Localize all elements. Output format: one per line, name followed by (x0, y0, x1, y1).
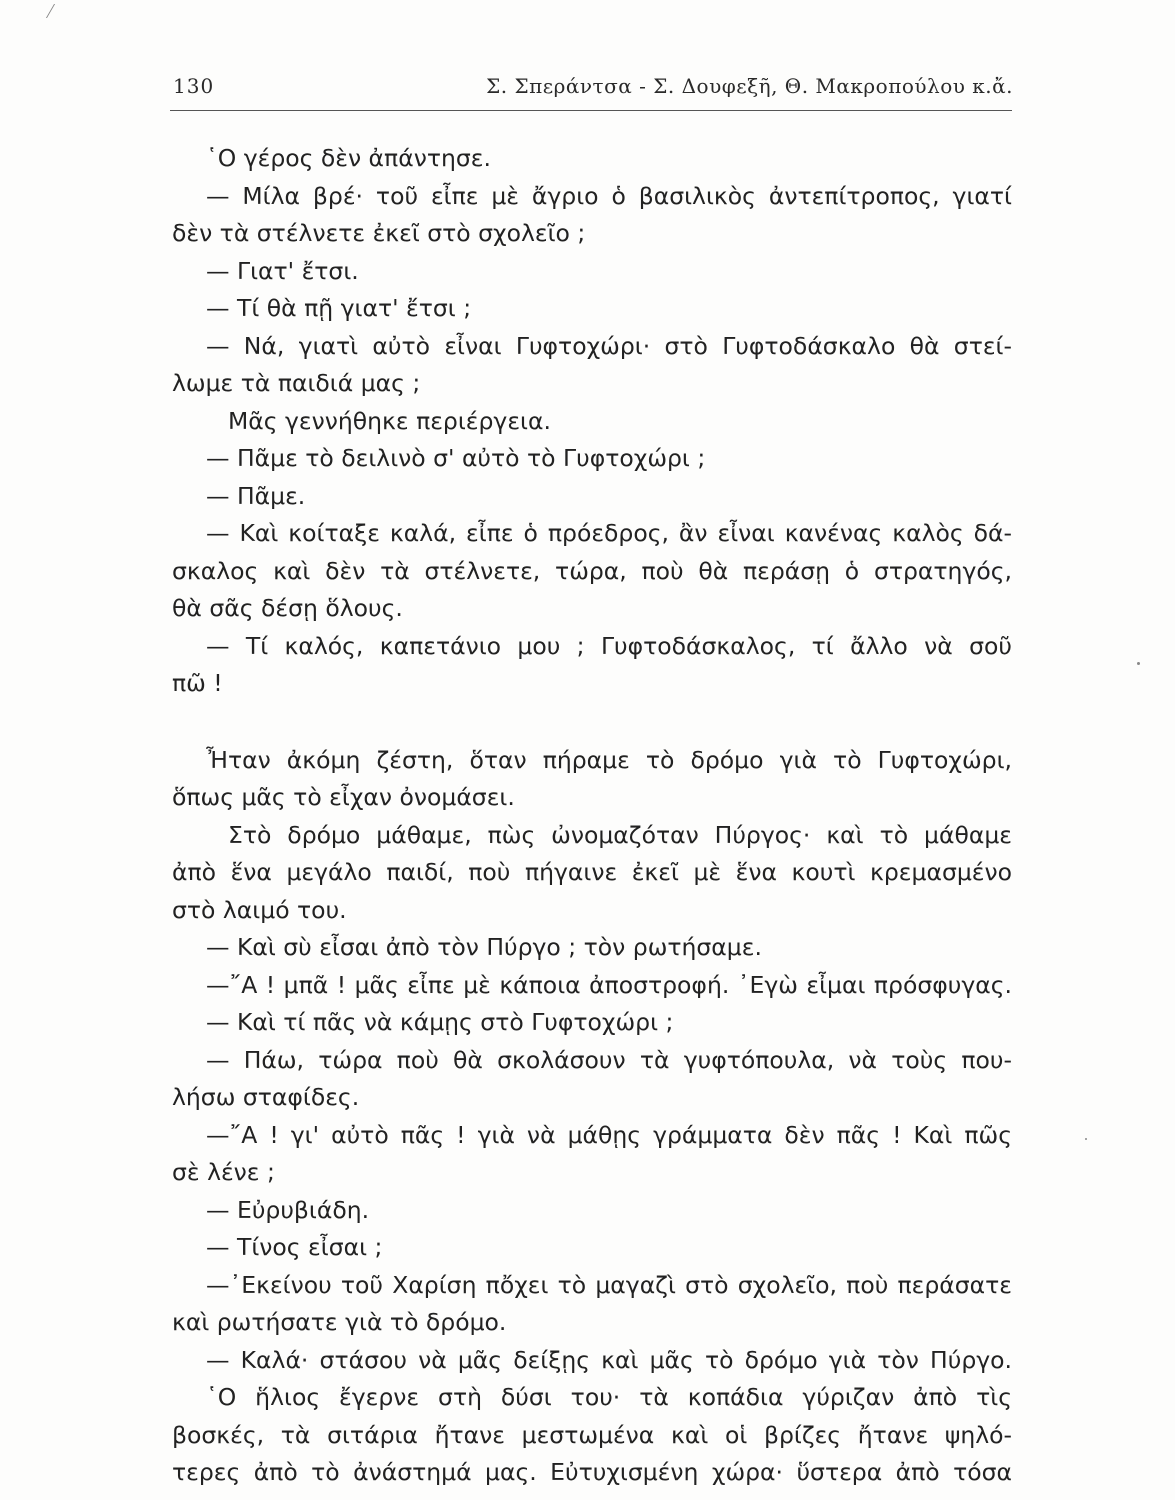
text-line: — Πᾶμε τὸ δειλινὸ σ' αὐτὸ τὸ Γυφτοχώρι ; (206, 444, 706, 472)
text-line: δὲν τὰ στέλνετε ἐκεῖ στὸ σχολεῖο ; (172, 219, 586, 247)
text-line: λήσω σταφίδες. (172, 1083, 360, 1111)
text-line: — Καὶ κοίταξε καλά, εἶπε ὁ πρόεδρος, ἂν εἶναι κανένας καλὸς δά- (206, 519, 1012, 547)
text-line: ῾Ο ἥλιος ἔγερνε στὴ δύσι του· τὰ κοπάδια γύριζαν ἀπὸ τὶς (206, 1383, 1012, 1411)
text-line: —῎Α ! γι' αὐτὸ πᾶς ! γιὰ νὰ μάθῃς γράμματα δὲν πᾶς ! Καὶ πῶς (206, 1120, 1012, 1149)
text-line: — Νά, γιατὶ αὐτὸ εἶναι Γυφτοχώρι· στὸ Γυφτοδάσκαλο θὰ στεί- (206, 331, 1012, 360)
text-line: — Καὶ σὺ εἶσαι ἀπὸ τὸν Πύργο ; τὸν ρωτήσαμε. (206, 933, 762, 961)
text-line: — Πᾶμε. (206, 481, 306, 510)
speck (1085, 1138, 1087, 1140)
text-line: ὅπως μᾶς τὸ εἶχαν ὀνομάσει. (172, 783, 515, 811)
body-text (172, 140, 1012, 1492)
text-line: — Καλά· στάσου νὰ μᾶς δείξῃς καὶ μᾶς τὸ δρόμο γιὰ τὸν Πύργο. (206, 1345, 1012, 1374)
text-line: ἀπὸ ἕνα μεγάλο παιδί, ποὺ πήγαινε ἐκεῖ μὲ ἕνα κουτὶ κρεμασμένο (172, 858, 1012, 886)
header-rule (170, 110, 1012, 111)
text-line: ῾Ο γέρος δὲν ἀπάντησε. (206, 144, 491, 172)
text-line: καὶ ρωτήσατε γιὰ τὸ δρόμο. (172, 1308, 507, 1336)
paragraph-gap (172, 703, 1012, 742)
text-line: Μᾶς γεννήθηκε περιέργεια. (228, 406, 551, 435)
text-line: — Μίλα βρέ· τοῦ εἶπε μὲ ἄγριο ὁ βασιλικὸς ἀντεπίτροπος, γιατί (206, 181, 1012, 210)
text-line: τερες ἀπὸ τὸ ἀνάστημά μας. Εὐτυχισμένη χώρα· ὕστερα ἀπὸ τόσα (172, 1458, 1012, 1486)
text-line: σὲ λένε ; (172, 1158, 275, 1186)
text-line: — Γιατ' ἔτσι. (206, 256, 359, 285)
text-line: —᾿Εκείνου τοῦ Χαρίση πὄχει τὸ μαγαζὶ στὸ σχολεῖο, ποὺ περάσατε (206, 1270, 1012, 1299)
text-line: — Εὐρυβιάδη. (206, 1195, 370, 1224)
text-line: — Τίνος εἶσαι ; (206, 1233, 383, 1261)
text-line: — Καὶ τί πᾶς νὰ κάμῃς στὸ Γυφτοχώρι ; (206, 1008, 674, 1036)
pencil-mark (36, 4, 55, 18)
text-line: — Τί θὰ πῇ γιατ' ἔτσι ; (206, 294, 472, 322)
text-line: βοσκές, τὰ σιτάρια ἤτανε μεστωμένα καὶ οἱ βρίζες ἤτανε ψηλό- (172, 1420, 1012, 1449)
text-line: — Πάω, τώρα ποὺ θὰ σκολάσουν τὰ γυφτόπουλα, νὰ τοὺς που- (206, 1045, 1012, 1074)
text-line: σκαλος καὶ δὲν τὰ στέλνετε, τώρα, ποὺ θὰ περάσῃ ὁ στρατηγός, (172, 556, 1012, 585)
text-line: — Τί καλός, καπετάνιο μου ; Γυφτοδάσκαλος, τί ἄλλο νὰ σοῦ (206, 631, 1012, 660)
running-head: Σ. Σπεράντσα - Σ. Δουφεξῆ, Θ. Μακροπούλου κ.ἄ. (486, 74, 1013, 98)
page-header (173, 74, 1013, 104)
text-line: —῎Α ! μπᾶ ! μᾶς εἶπε μὲ κάποια ἀποστροφή. ᾿Εγὼ εἶμαι πρόσφυγας. (206, 970, 1012, 999)
text-line: Ἦταν ἀκόμη ζέστη, ὅταν πήραμε τὸ δρόμο γιὰ τὸ Γυφτοχώρι, (206, 745, 1012, 774)
text-line: θὰ σᾶς δέσῃ ὅλους. (172, 594, 403, 622)
text-line: στὸ λαιμό του. (172, 895, 347, 924)
page-number: 130 (173, 74, 215, 98)
text-line: λωμε τὰ παιδιά μας ; (172, 369, 421, 397)
text-line: πῶ ! (172, 669, 223, 697)
text-line: Στὸ δρόμο μάθαμε, πὼς ὠνομαζόταν Πύργος· καὶ τὸ μάθαμε (228, 820, 1012, 849)
speck (1137, 662, 1140, 665)
